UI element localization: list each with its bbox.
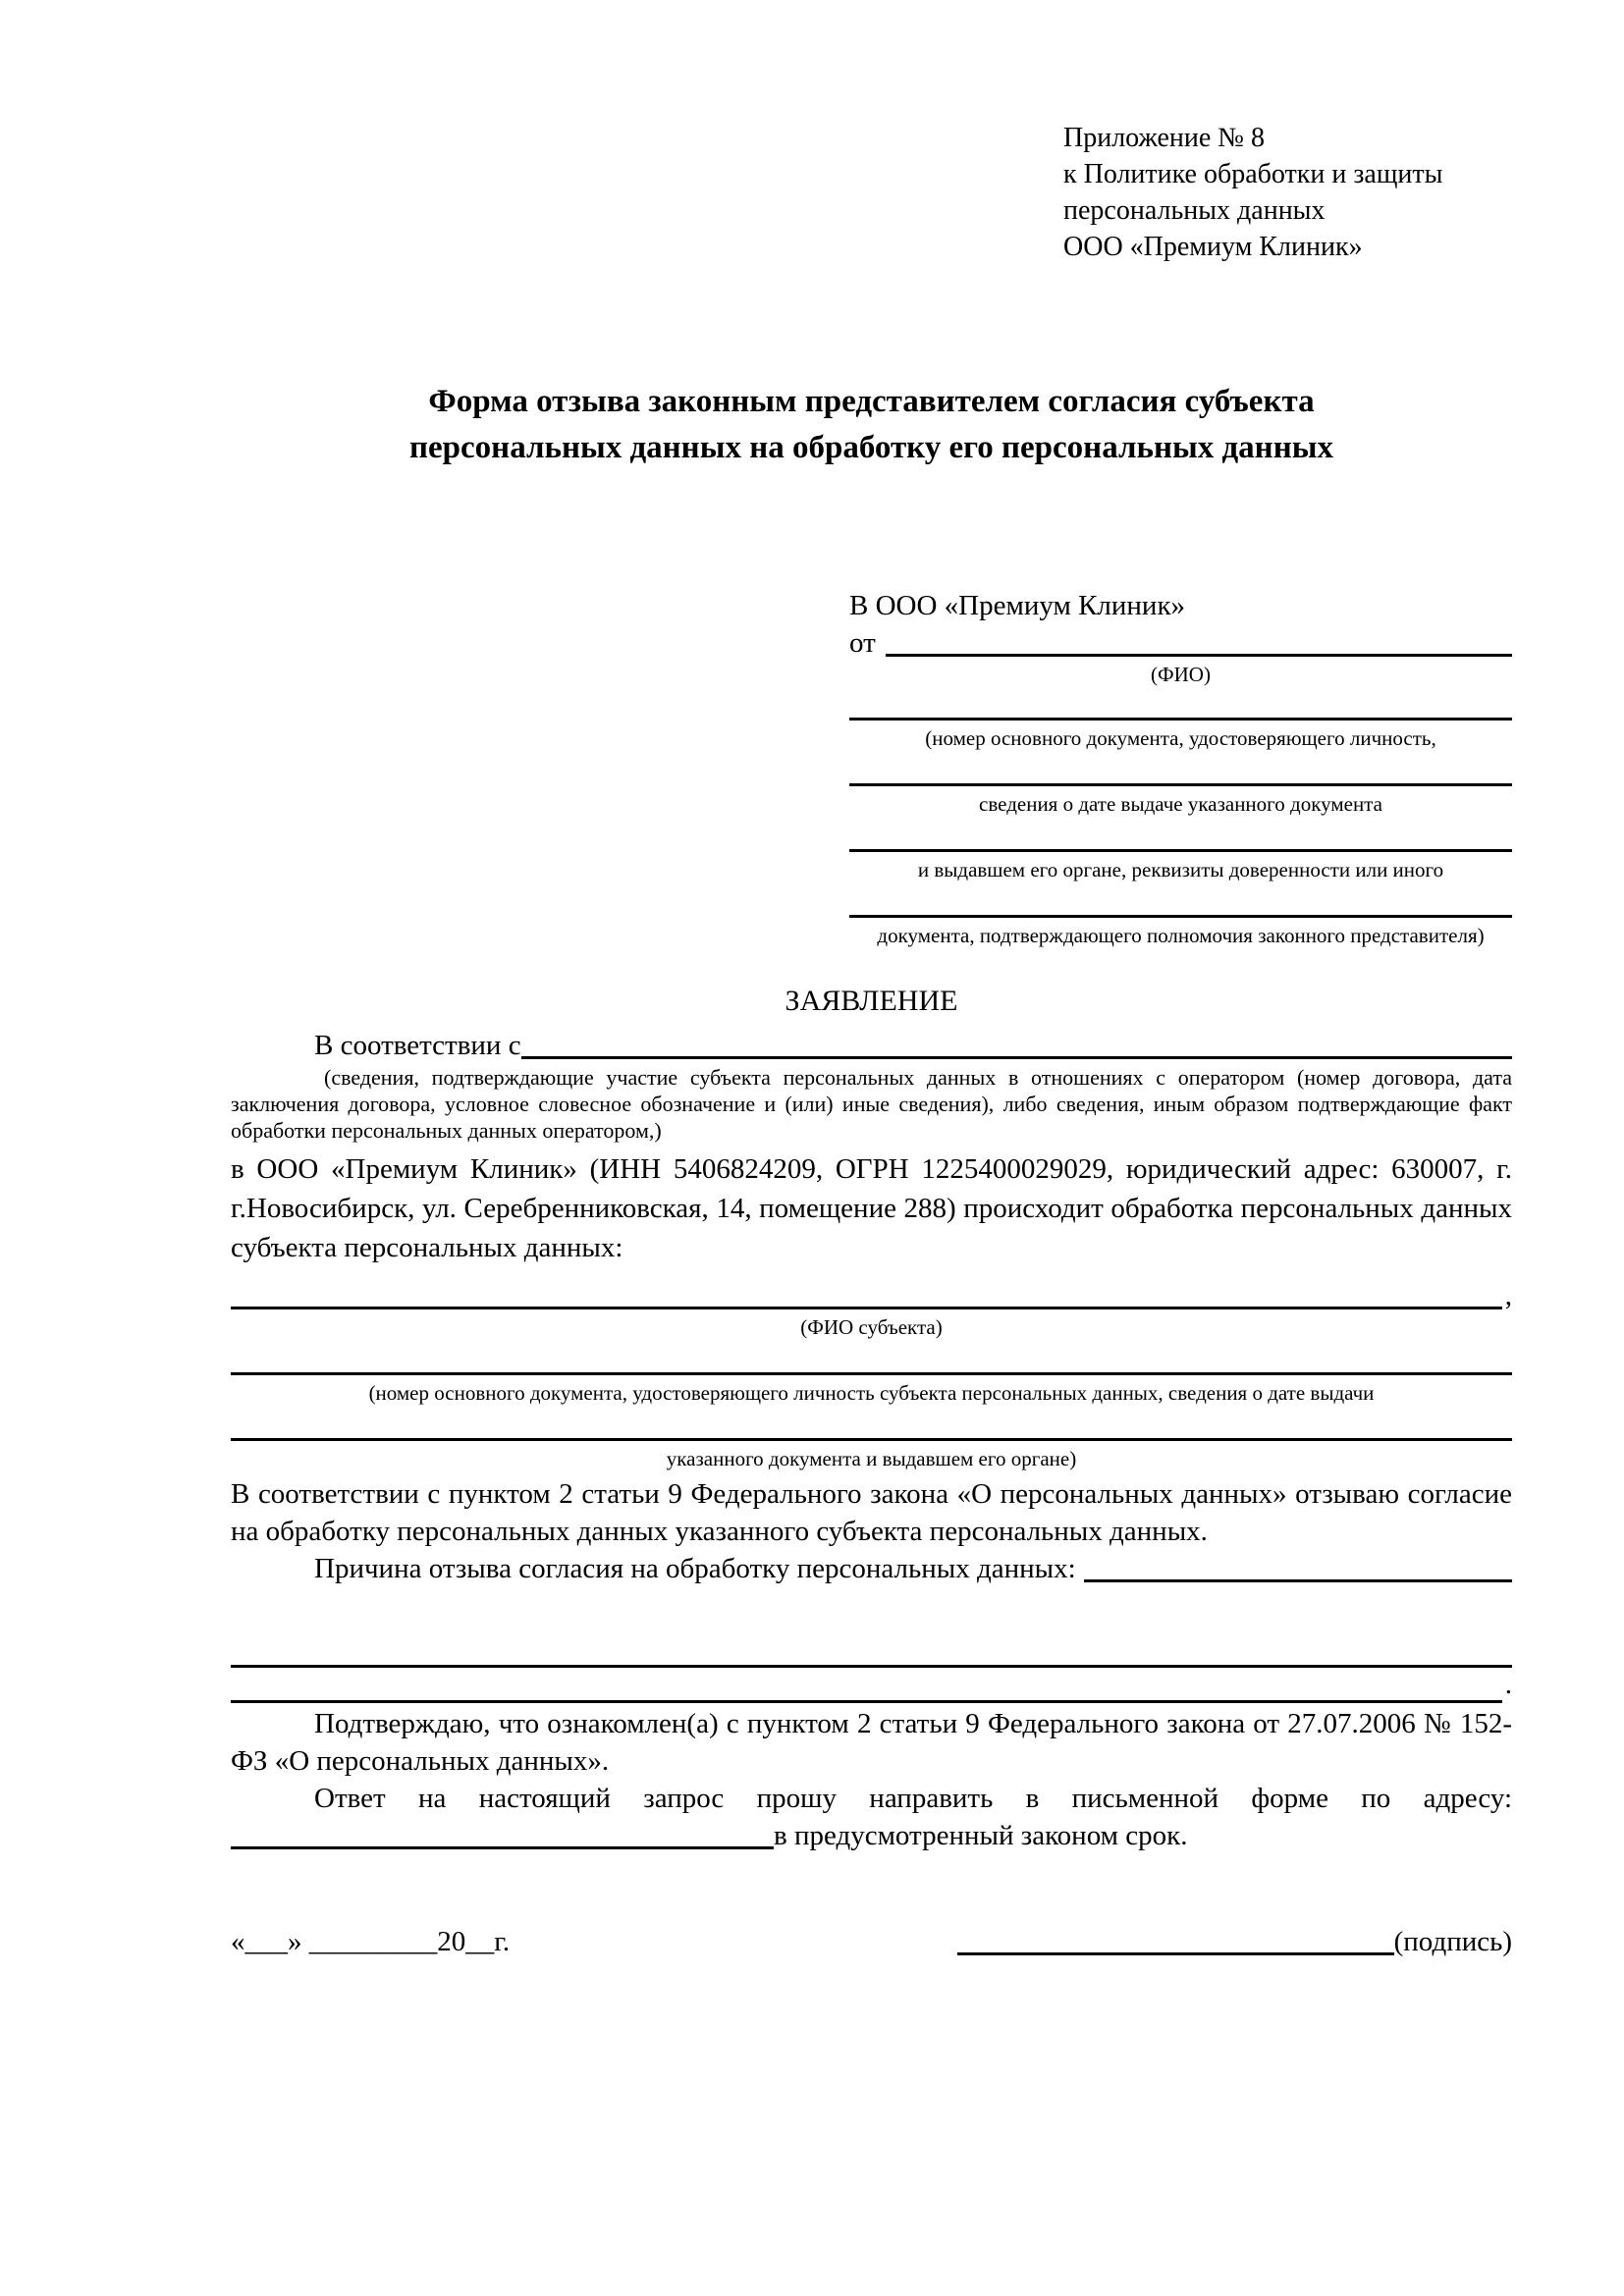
form-title <box>231 379 1512 471</box>
field-caption: документа, подтверждающего полномочия законного представителя) <box>877 924 1485 947</box>
field-caption: сведения о дате выдаче указанного документа <box>979 792 1382 816</box>
line-suffix: . <box>1504 1669 1512 1700</box>
from-label: от <box>849 627 876 659</box>
blank-line <box>231 1665 1512 1668</box>
blank-line <box>849 884 1512 918</box>
appendix-line: Приложение № 8 <box>1063 123 1265 153</box>
fio-caption: (ФИО) <box>1151 663 1211 686</box>
subject-document-field-2 <box>231 1406 1512 1471</box>
confirm-paragraph: Подтверждаю, что ознакомлен(а) с пунктом 2 статьи 9 Федерального закона от 27.07.2006 № 152-ФЗ «О персональных данных». <box>231 1708 1512 1777</box>
reply-address-row <box>231 1817 1512 1854</box>
reply-tail: в предусмотренный законом срок. <box>774 1820 1188 1851</box>
accordance-blank-line <box>521 1056 1512 1059</box>
statement-heading: ЗАЯВЛЕНИЕ <box>785 985 958 1017</box>
signature-blank-line <box>957 1952 1394 1955</box>
field-caption: (номер основного документа, удостоверяющего личность, <box>925 726 1436 750</box>
addressee-block <box>849 587 1512 948</box>
appendix-line: ООО «Премиум Клиник» <box>1063 232 1363 262</box>
accordance-row <box>231 1027 1512 1064</box>
accordance-caption: (сведения, подтверждающие участие субъекта персональных данных в отношениях с оператором (номер договора, дата заключения договора, условное словесное обозначение и (или) иные сведения), либо сведения, иным образом подтверждающие факт обработки персональных данных оператором,) <box>231 1065 1512 1143</box>
document-number-field <box>849 687 1512 751</box>
blank-line <box>849 753 1512 786</box>
form-title-line: персональных данных на обработку его персональных данных <box>409 430 1333 465</box>
blank-line <box>231 1700 1502 1703</box>
field-caption: указанного документа и выдавшем его органе) <box>666 1447 1077 1470</box>
subject-fio-row <box>231 1277 1512 1314</box>
representative-authority-field <box>849 884 1512 948</box>
field-caption: и выдавшем его органе, реквизиты доверенности или иного <box>917 858 1444 881</box>
reason-blank-row-2 <box>231 1668 1512 1703</box>
footer-row <box>231 1923 1512 1960</box>
field-caption: (номер основного документа, удостоверяющего личность субъекта персональных данных, сведения о дате выдачи <box>368 1381 1375 1405</box>
from-row <box>849 624 1512 662</box>
blank-line <box>849 819 1512 852</box>
address-blank-line <box>231 1846 774 1849</box>
issue-date-field <box>849 753 1512 817</box>
withdraw-paragraph: В соответствии с пунктом 2 статьи 9 Федерального закона «О персональных данных» отзываю согласие на обработку персональных данных указанного субъекта персональных данных. <box>231 1478 1512 1547</box>
date-line: «___» _________20__г. <box>231 1926 511 1957</box>
subject-fio-blank-line <box>231 1307 1502 1309</box>
appendix-line: к Политике обработки и защиты <box>1063 159 1443 189</box>
issuing-authority-field <box>849 819 1512 882</box>
signature-group <box>957 1923 1512 1960</box>
operator-paragraph: в ООО «Премиум Клиник» (ИНН 5406824209, ОГРН 1225400029029, юридический адрес: 630007, г. г.Новосибирск, ул. Серебренниковская, 14, помещение 288) происходит обработка персональных данных субъекта персональных данных: <box>231 1153 1512 1263</box>
reason-blank-line <box>1084 1579 1512 1582</box>
subject-document-field <box>231 1340 1512 1406</box>
reason-blank-row <box>231 1632 1512 1668</box>
form-title-line: Форма отзыва законным представителем согласия субъекта <box>428 384 1315 419</box>
reply-paragraph: Ответ на настоящий запрос прошу направить в письменной форме по адресу: <box>314 1783 1512 1814</box>
blank-line <box>231 1406 1512 1441</box>
addressee-org: В ООО «Премиум Клиник» <box>849 590 1186 621</box>
signature-caption: (подпись) <box>1393 1926 1512 1957</box>
subject-fio-caption: (ФИО субъекта) <box>800 1315 943 1339</box>
blank-line <box>849 687 1512 721</box>
appendix-line: персональных данных <box>1063 195 1326 226</box>
blank-line <box>231 1340 1512 1375</box>
reason-row <box>231 1550 1512 1587</box>
accordance-label: В соответствии с <box>314 1030 521 1061</box>
reason-label: Причина отзыва согласия на обработку персональных данных: <box>314 1553 1076 1584</box>
line-suffix: , <box>1504 1280 1512 1311</box>
appendix-reference <box>1063 120 1512 265</box>
fio-blank-line <box>886 654 1512 657</box>
